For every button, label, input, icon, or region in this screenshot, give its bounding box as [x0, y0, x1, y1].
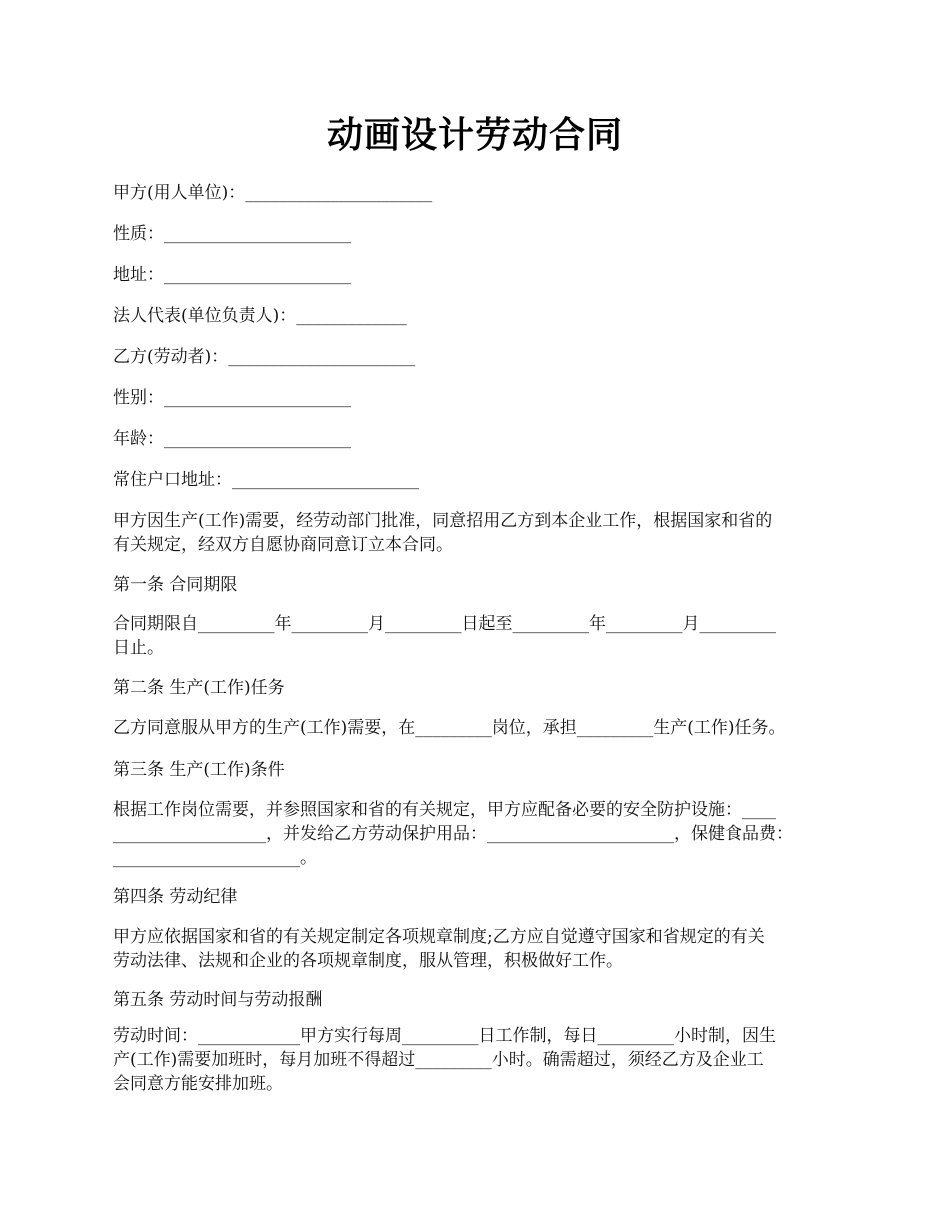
article3-line: __________________，并发给乙方劳动保护用品：______________________，保健食品费： [113, 824, 793, 844]
field-gender: 性别：______________________ [113, 388, 351, 408]
field-residence: 常住户口地址：______________________ [113, 470, 419, 490]
field-nature: 性质：______________________ [113, 224, 351, 244]
intro-line: 有关规定，经双方自愿协商同意订立本合同。 [113, 535, 453, 555]
article2-paragraph [113, 716, 841, 740]
article4-paragraph [113, 925, 841, 973]
intro-line: 甲方因生产(工作)需要，经劳动部门批准，同意招用乙方到本企业工作，根据国家和省的 [113, 511, 773, 531]
article5-line: 劳动时间：____________甲方实行每周_________日工作制，每日_________小时制，因生 [113, 1026, 776, 1046]
article1-heading: 第一条 合同期限 [113, 575, 238, 595]
article1-paragraph [113, 612, 841, 660]
field-party-a: 甲方(用人单位)：______________________ [113, 183, 433, 203]
document-title: 动画设计劳动合同 [326, 115, 623, 156]
article2-line: 乙方同意服从甲方的生产(工作)需要，在_________岗位，承担_________生产(工作)任务。 [113, 718, 786, 738]
article5-heading: 第五条 劳动时间与劳动报酬 [113, 990, 323, 1010]
article3-line: 根据工作岗位需要，并参照国家和省的有关规定，甲方应配备必要的安全防护设施：____ [113, 800, 776, 820]
field-legal-rep: 法人代表(单位负责人)：_____________ [113, 306, 407, 326]
article5-line: 会同意方能安排加班。 [113, 1074, 283, 1094]
article1-line: 日止。 [113, 638, 164, 658]
article1-line: 合同期限自_________年_________月_________日起至_________年_________月_________ [113, 614, 776, 634]
article4-line: 甲方应依据国家和省的有关规定制定各项规章制度;乙方应自觉遵守国家和省规定的有关 [113, 927, 765, 947]
intro-paragraph [113, 509, 841, 557]
article2-heading: 第二条 生产(工作)任务 [113, 678, 285, 698]
field-party-b: 乙方(劳动者)：______________________ [113, 347, 416, 367]
article4-heading: 第四条 劳动纪律 [113, 887, 238, 907]
article3-line: ______________________。 [113, 848, 317, 868]
article5-paragraph [113, 1024, 841, 1096]
field-age: 年龄：______________________ [113, 429, 351, 449]
field-address: 地址：______________________ [113, 265, 351, 285]
article3-heading: 第三条 生产(工作)条件 [113, 760, 285, 780]
article3-paragraph [113, 798, 841, 870]
article5-line: 产(工作)需要加班时，每月加班不得超过_________小时。确需超过，须经乙方及企业工 [113, 1050, 764, 1070]
article4-line: 劳动法律、法规和企业的各项规章制度，服从管理，积极做好工作。 [113, 951, 623, 971]
